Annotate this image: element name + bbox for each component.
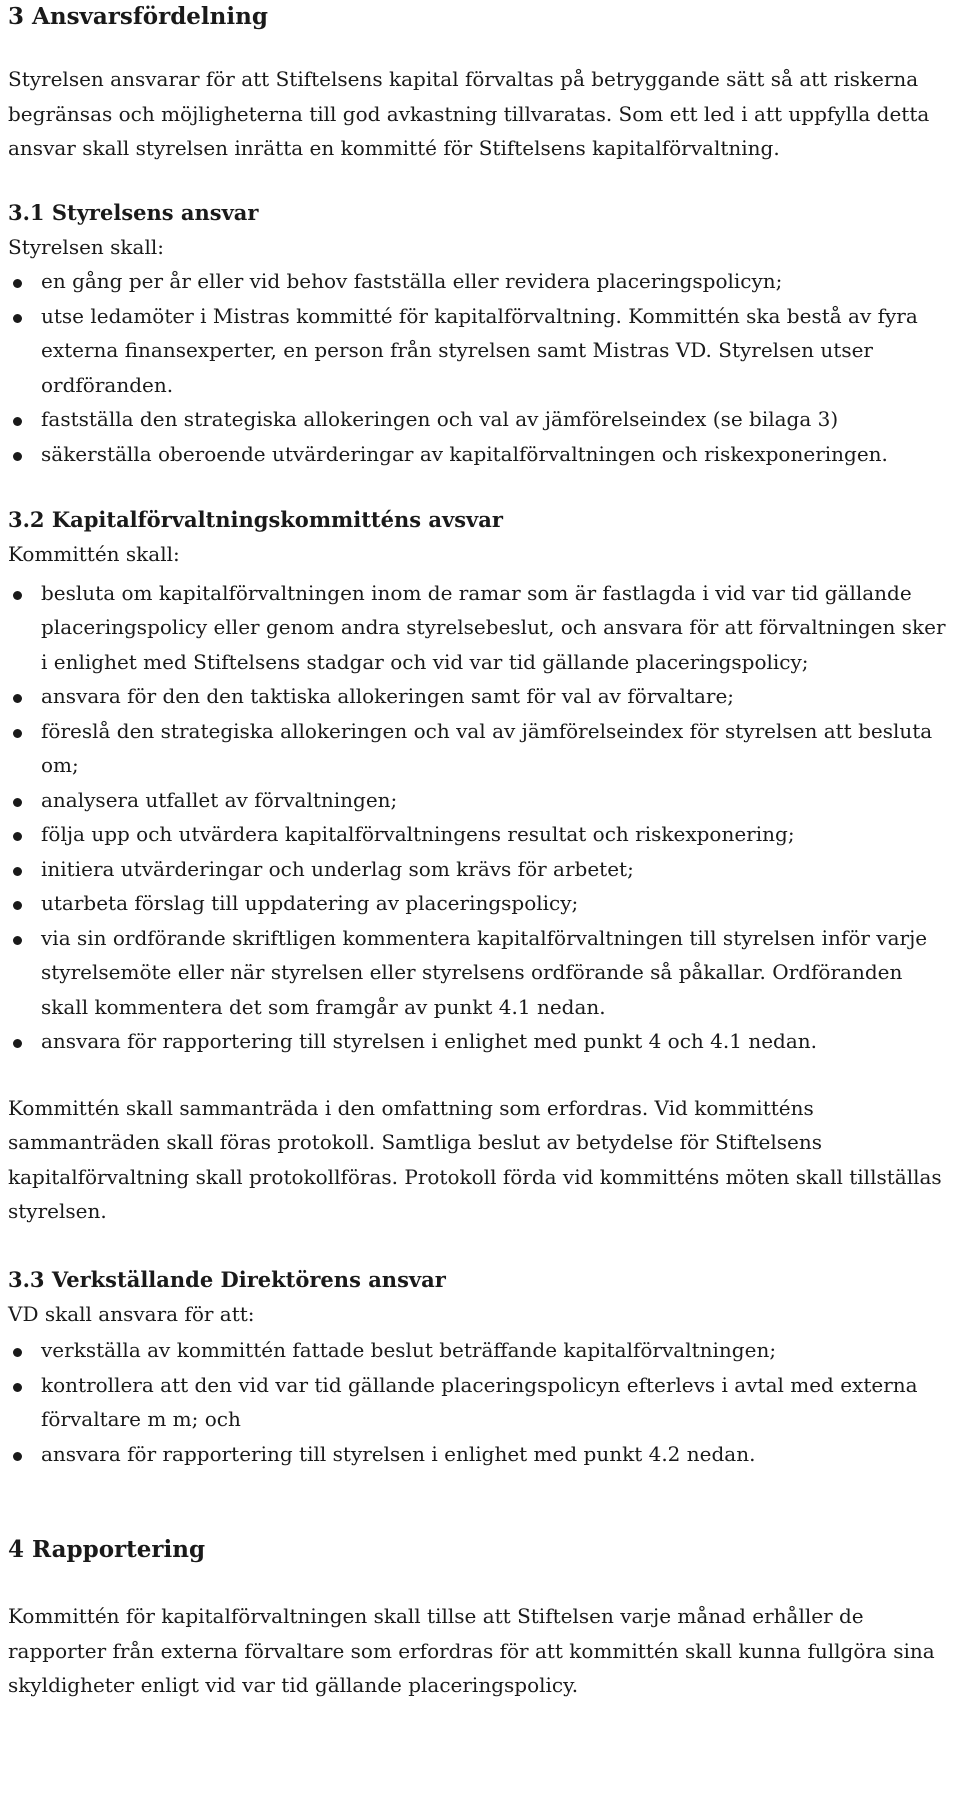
spacer — [8, 471, 948, 503]
section-3-3-lead: VD skall ansvara för att: — [8, 1301, 255, 1326]
list-item: verkställa av kommittén fattade beslut beträffande kapitalförvaltningen; — [8, 1333, 948, 1368]
section-4-heading: 4 Rapportering — [8, 1536, 206, 1563]
spacer — [8, 1229, 948, 1263]
list-item: följa upp och utvärdera kapitalförvaltningens resultat och riskexponering; — [8, 817, 948, 852]
section-4-body: Kommittén för kapitalförvaltningen skall tillse att Stiftelsen varje månad erhåller de rapporter från externa förvaltare som erfordras för att kommittén skall kunna fullgöra sina skyldigheter enligt vid var tid gällande placeringspolicy. — [8, 1604, 935, 1697]
spacer — [8, 166, 948, 196]
list-item: besluta om kapitalförvaltningen inom de ramar som är fastlagda i vid var tid gällande placeringspolicy eller genom andra styrelsebeslut, och ansvara för att förvaltningen sker i enlighet med Stiftelsens stadgar och vid var tid gällande placeringspolicy; — [8, 576, 948, 680]
section-3-1-heading: 3.1 Styrelsens ansvar — [8, 199, 259, 225]
list-item: kontrollera att den vid var tid gällande placeringspolicyn efterlevs i avtal med externa förvaltare m m; och — [8, 1368, 948, 1437]
spacer — [8, 1059, 948, 1091]
list-item: säkerställa oberoende utvärderingar av kapitalförvaltningen och riskexponeringen. — [8, 437, 948, 472]
list-item: ansvara för den den taktiska allokeringen samt för val av förvaltare; — [8, 679, 948, 714]
section-3-intro: Styrelsen ansvarar för att Stiftelsens kapital förvaltas på betryggande sätt så att riskerna begränsas och möjligheterna till god avkastning tillvaratas. Som ett led i att uppfylla detta ansvar skall styrelsen inrätta en kommitté för Stiftelsens kapitalförvaltning. — [8, 67, 930, 160]
list-item: ansvara för rapportering till styrelsen i enlighet med punkt 4.2 nedan. — [8, 1437, 948, 1472]
list-item: en gång per år eller vid behov fastställa eller revidera placeringspolicyn; — [8, 264, 948, 299]
section-3-3-list — [8, 1333, 948, 1471]
section-3-3-heading: 3.3 Verkställande Direktörens ansvar — [8, 1266, 446, 1292]
list-item: föreslå den strategiska allokeringen och val av jämförelseindex för styrelsen att besluta om; — [8, 714, 948, 783]
section-3-heading: 3 Ansvarsfördelning — [8, 3, 268, 30]
section-3-2-closing: Kommittén skall sammanträda i den omfattning som erfordras. Vid kommitténs sammanträden skall föras protokoll. Samtliga beslut av betydelse för Stiftelsens kapitalförvaltning skall protokollföras. Protokoll förda vid kommitténs möten skall tillställas styrelsen. — [8, 1095, 942, 1223]
section-3-1-lead: Styrelsen skall: — [8, 234, 165, 259]
list-item: initiera utvärderingar och underlag som krävs för arbetet; — [8, 852, 948, 887]
list-item: via sin ordförande skriftligen kommentera kapitalförvaltningen till styrelsen inför varje styrelsemöte eller när styrelsen eller styrelsens ordförande så påkallar. Ordföranden skall kommentera det som framgår av punkt 4.1 nedan. — [8, 921, 948, 1025]
document-page — [8, 0, 948, 1703]
spacer — [8, 1567, 948, 1599]
section-3-1-list — [8, 264, 948, 471]
section-3-2-heading: 3.2 Kapitalförvaltningskommitténs avsvar — [8, 507, 503, 532]
list-item: ansvara för rapportering till styrelsen i enlighet med punkt 4 och 4.1 nedan. — [8, 1024, 948, 1059]
list-item: utse ledamöter i Mistras kommitté för kapitalförvaltning. Kommittén ska bestå av fyra externa finansexperter, en person från styrelsen samt Mistras VD. Styrelsen utser ordföranden. — [8, 299, 948, 403]
list-item: analysera utfallet av förvaltningen; — [8, 783, 948, 818]
section-3-2-list — [8, 576, 948, 1059]
list-item: fastställa den strategiska allokeringen och val av jämförelseindex (se bilaga 3) — [8, 402, 948, 437]
section-3-2-lead: Kommittén skall: — [8, 542, 180, 566]
spacer — [8, 34, 948, 62]
list-item: utarbeta förslag till uppdatering av placeringspolicy; — [8, 886, 948, 921]
spacer — [8, 1471, 948, 1533]
